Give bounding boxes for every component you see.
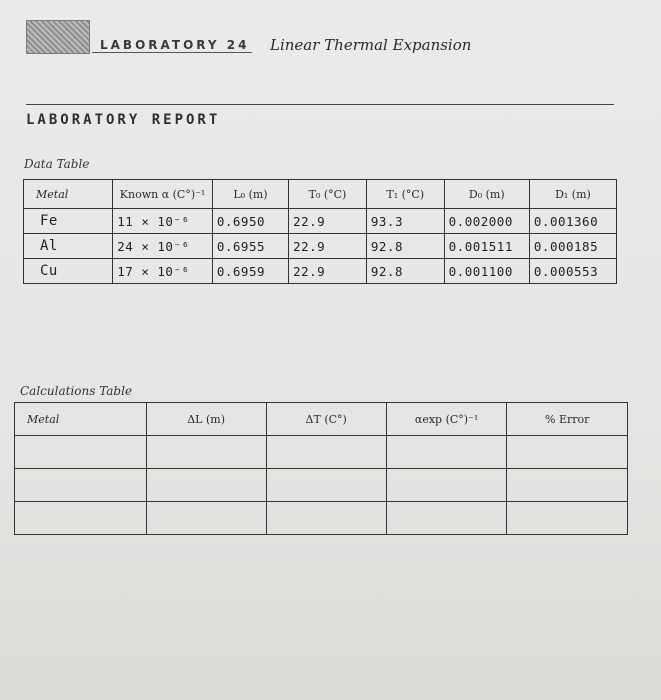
cell-d1[interactable]: 0.000185: [529, 234, 616, 259]
column-header-alpha-exp: αexp (C°)⁻¹: [386, 403, 507, 436]
cell-t1[interactable]: 92.8: [366, 259, 444, 284]
column-header-t1: T₁ (°C): [366, 180, 444, 209]
empty-cell[interactable]: [15, 469, 147, 502]
cell-metal[interactable]: Al: [24, 234, 113, 259]
cell-metal[interactable]: Cu: [24, 259, 113, 284]
lab-logo: [26, 20, 90, 54]
data-table-caption: Data Table: [24, 157, 90, 171]
empty-cell[interactable]: [386, 502, 507, 535]
cell-metal[interactable]: Fe: [24, 209, 113, 234]
data-table: [23, 179, 617, 284]
lab-number-label: LABORATORY 24: [100, 38, 250, 52]
column-header-l0: L₀ (m): [212, 180, 288, 209]
empty-cell[interactable]: [146, 469, 266, 502]
header-underline: [92, 52, 252, 53]
cell-d0[interactable]: 0.001511: [444, 234, 529, 259]
cell-d0[interactable]: 0.001100: [444, 259, 529, 284]
column-header-delta-l: ΔL (m): [146, 403, 266, 436]
report-divider: [26, 104, 614, 105]
cell-t1[interactable]: 92.8: [366, 234, 444, 259]
column-header-metal: Metal: [24, 180, 113, 209]
empty-cell[interactable]: [507, 436, 628, 469]
column-header-metal: Metal: [15, 403, 147, 436]
empty-cell[interactable]: [507, 502, 628, 535]
cell-known-alpha[interactable]: 24 × 10⁻⁶: [113, 234, 213, 259]
column-header-d1: D₁ (m): [529, 180, 616, 209]
empty-cell[interactable]: [266, 469, 386, 502]
cell-l0[interactable]: 0.6955: [212, 234, 288, 259]
cell-t0[interactable]: 22.9: [289, 234, 367, 259]
table-row: [15, 436, 628, 469]
report-heading: LABORATORY REPORT: [26, 112, 221, 128]
calc-table-header-row: [15, 403, 628, 436]
cell-known-alpha[interactable]: 17 × 10⁻⁶: [113, 259, 213, 284]
empty-cell[interactable]: [266, 502, 386, 535]
column-header-percent-error: % Error: [507, 403, 628, 436]
empty-cell[interactable]: [146, 502, 266, 535]
column-header-known-alpha: Known α (C°)⁻¹: [113, 180, 213, 209]
cell-t0[interactable]: 22.9: [289, 209, 367, 234]
cell-d0[interactable]: 0.002000: [444, 209, 529, 234]
table-row: [24, 259, 617, 284]
empty-cell[interactable]: [386, 436, 507, 469]
empty-cell[interactable]: [15, 502, 147, 535]
cell-t0[interactable]: 22.9: [289, 259, 367, 284]
calculations-table-caption: Calculations Table: [20, 384, 133, 398]
table-row: [24, 209, 617, 234]
table-row: [24, 234, 617, 259]
cell-d1[interactable]: 0.000553: [529, 259, 616, 284]
lab-title: Linear Thermal Expansion: [270, 36, 472, 54]
data-table-header-row: [24, 180, 617, 209]
cell-l0[interactable]: 0.6950: [212, 209, 288, 234]
empty-cell[interactable]: [507, 469, 628, 502]
column-header-t0: T₀ (°C): [289, 180, 367, 209]
empty-cell[interactable]: [15, 436, 147, 469]
calculations-table: [14, 402, 628, 535]
empty-cell[interactable]: [266, 436, 386, 469]
cell-d1[interactable]: 0.001360: [529, 209, 616, 234]
empty-cell[interactable]: [386, 469, 507, 502]
table-row: [15, 502, 628, 535]
column-header-delta-t: ΔT (C°): [266, 403, 386, 436]
table-row: [15, 469, 628, 502]
cell-t1[interactable]: 93.3: [366, 209, 444, 234]
cell-l0[interactable]: 0.6959: [212, 259, 288, 284]
column-header-d0: D₀ (m): [444, 180, 529, 209]
empty-cell[interactable]: [146, 436, 266, 469]
cell-known-alpha[interactable]: 11 × 10⁻⁶: [113, 209, 213, 234]
